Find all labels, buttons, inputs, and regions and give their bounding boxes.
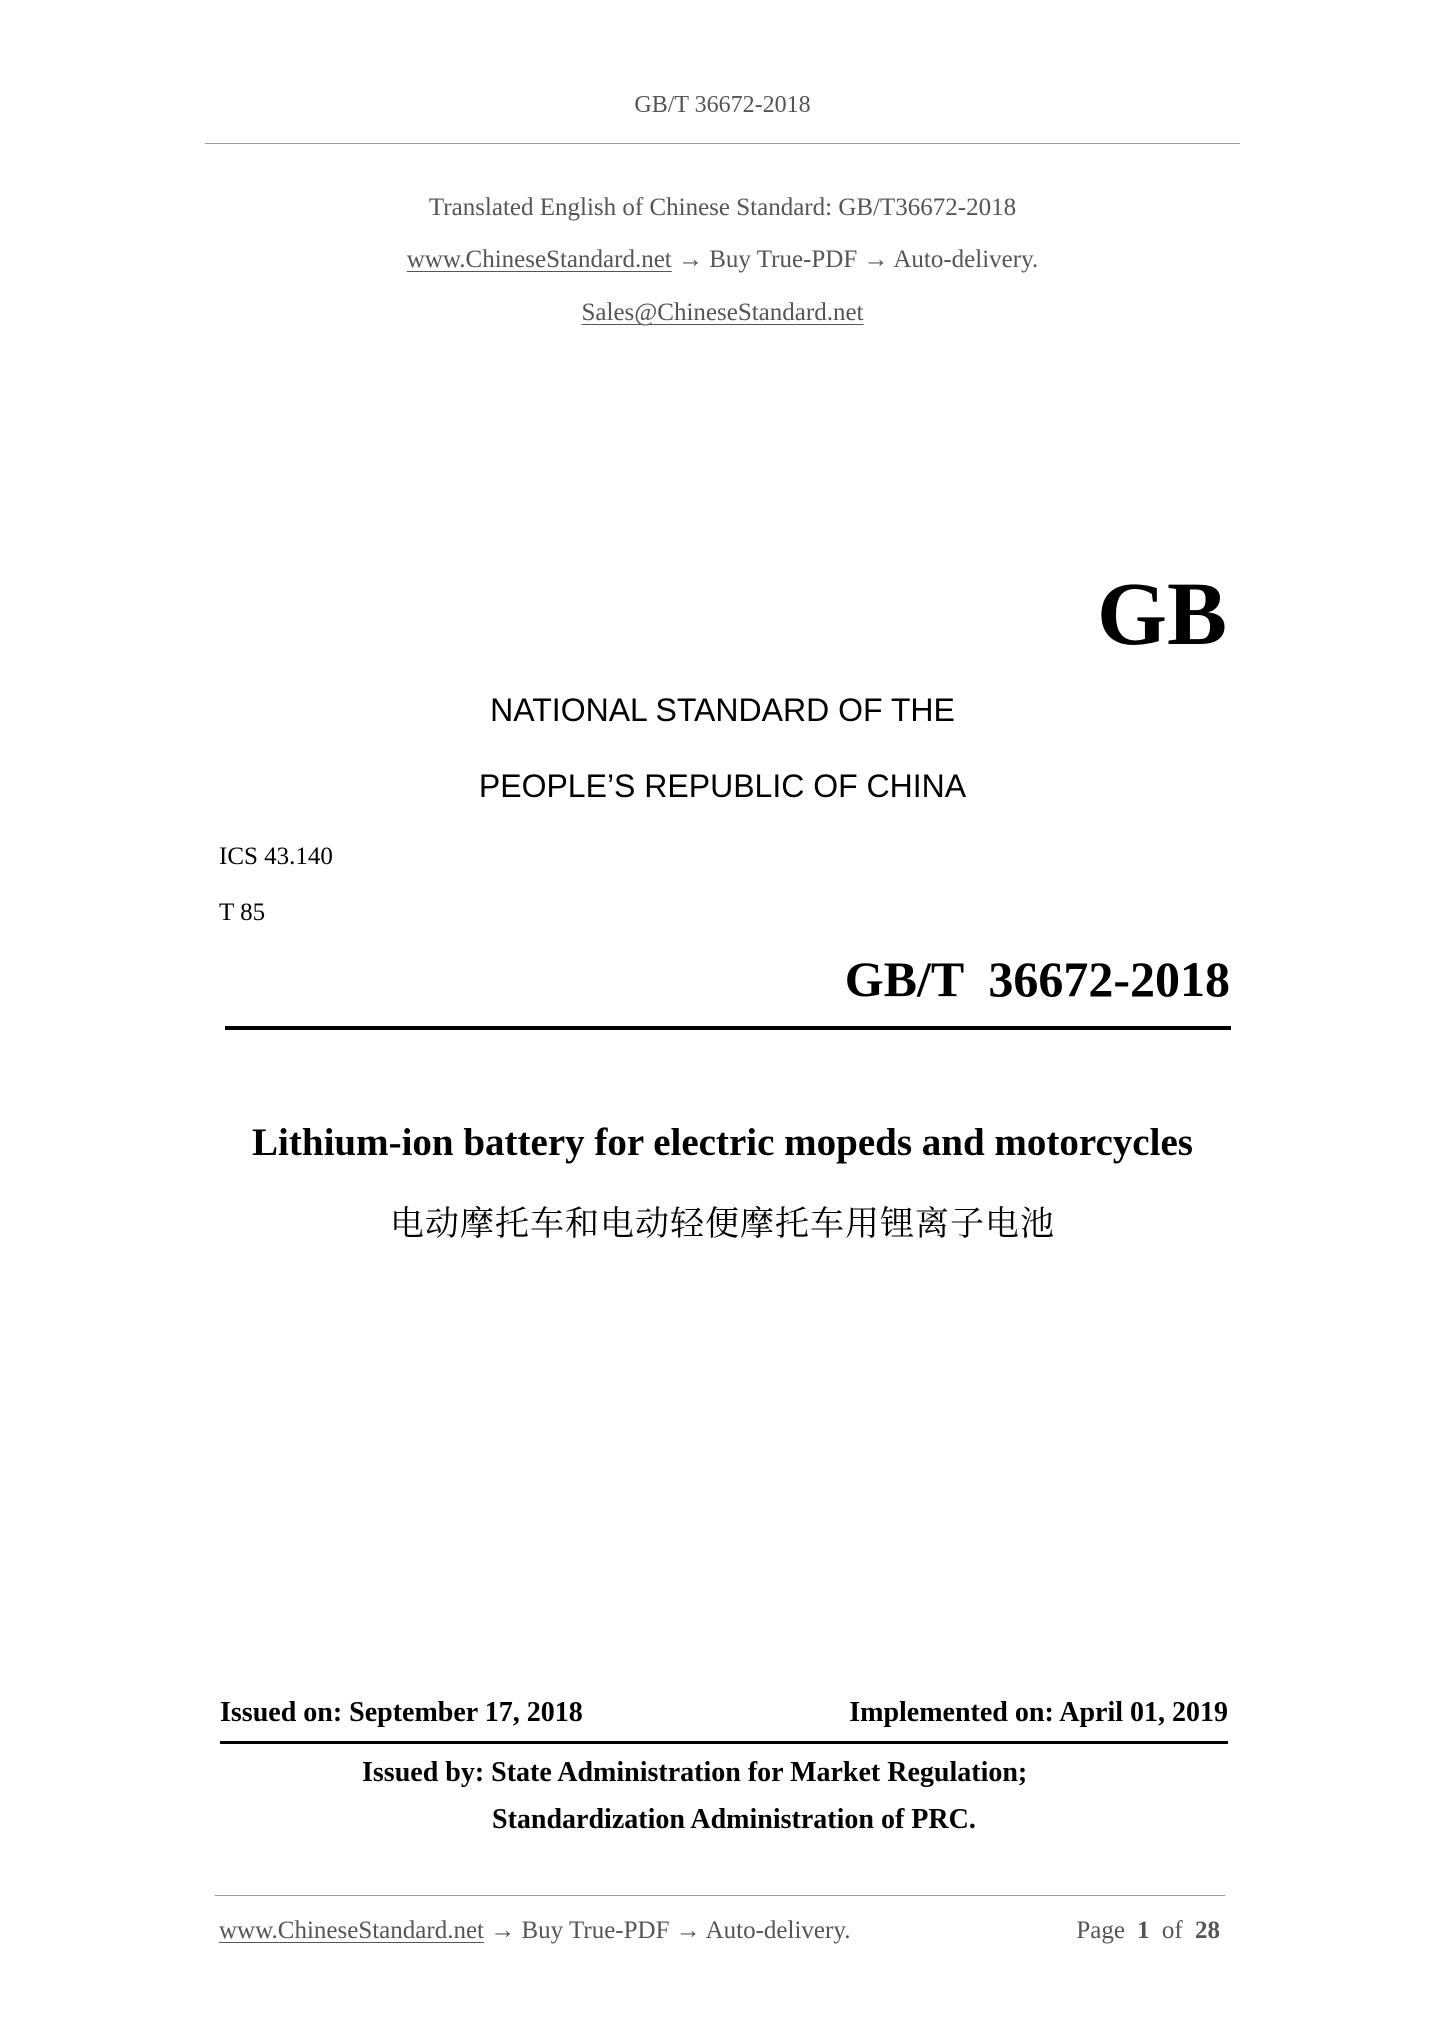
national-standard-line1: NATIONAL STANDARD OF THE — [490, 692, 955, 728]
arrow-right-icon: → — [863, 246, 889, 273]
title-english: Lithium-ion battery for electric mopeds and motorcycles — [252, 1121, 1193, 1164]
ccs-code: T 85 — [219, 899, 266, 926]
arrow-right-icon: → — [678, 246, 703, 273]
gb-mark: GB — [1096, 565, 1227, 664]
title-chinese: 电动摩托车和电动轻便摩托车用锂离子电池 — [390, 1204, 1055, 1244]
implemented-on: Implemented on: April 01, 2019 — [849, 1697, 1228, 1728]
promo-email-link[interactable]: Sales@ChineseStandard.net — [581, 299, 864, 326]
issued-by-line2: Standardization Administration of PRC. — [492, 1804, 976, 1835]
promo-translation-line: Translated English of Chinese Standard: GB/T36672-2018 — [428, 194, 1017, 221]
standard-number: GB/T 36672-2018 — [844, 951, 1230, 1007]
promo-email-line — [0, 299, 1445, 327]
issued-by-line1: Issued by: State Administration for Market Regulation; — [362, 1757, 1028, 1788]
promo-buy-text: Buy True-PDF — [709, 246, 858, 273]
header-divider — [205, 143, 1240, 144]
page-total: 28 — [1195, 1917, 1220, 1944]
standard-number-rule — [225, 1026, 1231, 1030]
ics-code: ICS 43.140 — [219, 843, 333, 870]
page-label: Page — [1076, 1917, 1125, 1944]
promo-auto-text: Auto-delivery. — [893, 246, 1039, 273]
page-number: 1 — [1137, 1917, 1150, 1944]
page-of-label: of — [1161, 1917, 1183, 1944]
promo-links-line — [0, 246, 1445, 274]
running-header: GB/T 36672-2018 — [634, 92, 811, 118]
issued-on: Issued on: September 17, 2018 — [220, 1697, 583, 1728]
footer-buy-text: Buy True-PDF — [521, 1917, 670, 1944]
footer-links — [219, 1917, 850, 1945]
footer-divider — [215, 1895, 1225, 1896]
arrow-right-icon: → — [490, 1917, 516, 1944]
page-indicator — [1076, 1917, 1220, 1945]
dates-rule — [220, 1741, 1228, 1744]
promo-site-link[interactable]: www.ChineseStandard.net — [406, 246, 672, 273]
arrow-right-icon: → — [675, 1917, 701, 1944]
footer-auto-text: Auto-delivery. — [705, 1917, 851, 1944]
footer-site-link[interactable]: www.ChineseStandard.net — [219, 1917, 484, 1944]
national-standard-line2: PEOPLE’S REPUBLIC OF CHINA — [478, 768, 967, 804]
